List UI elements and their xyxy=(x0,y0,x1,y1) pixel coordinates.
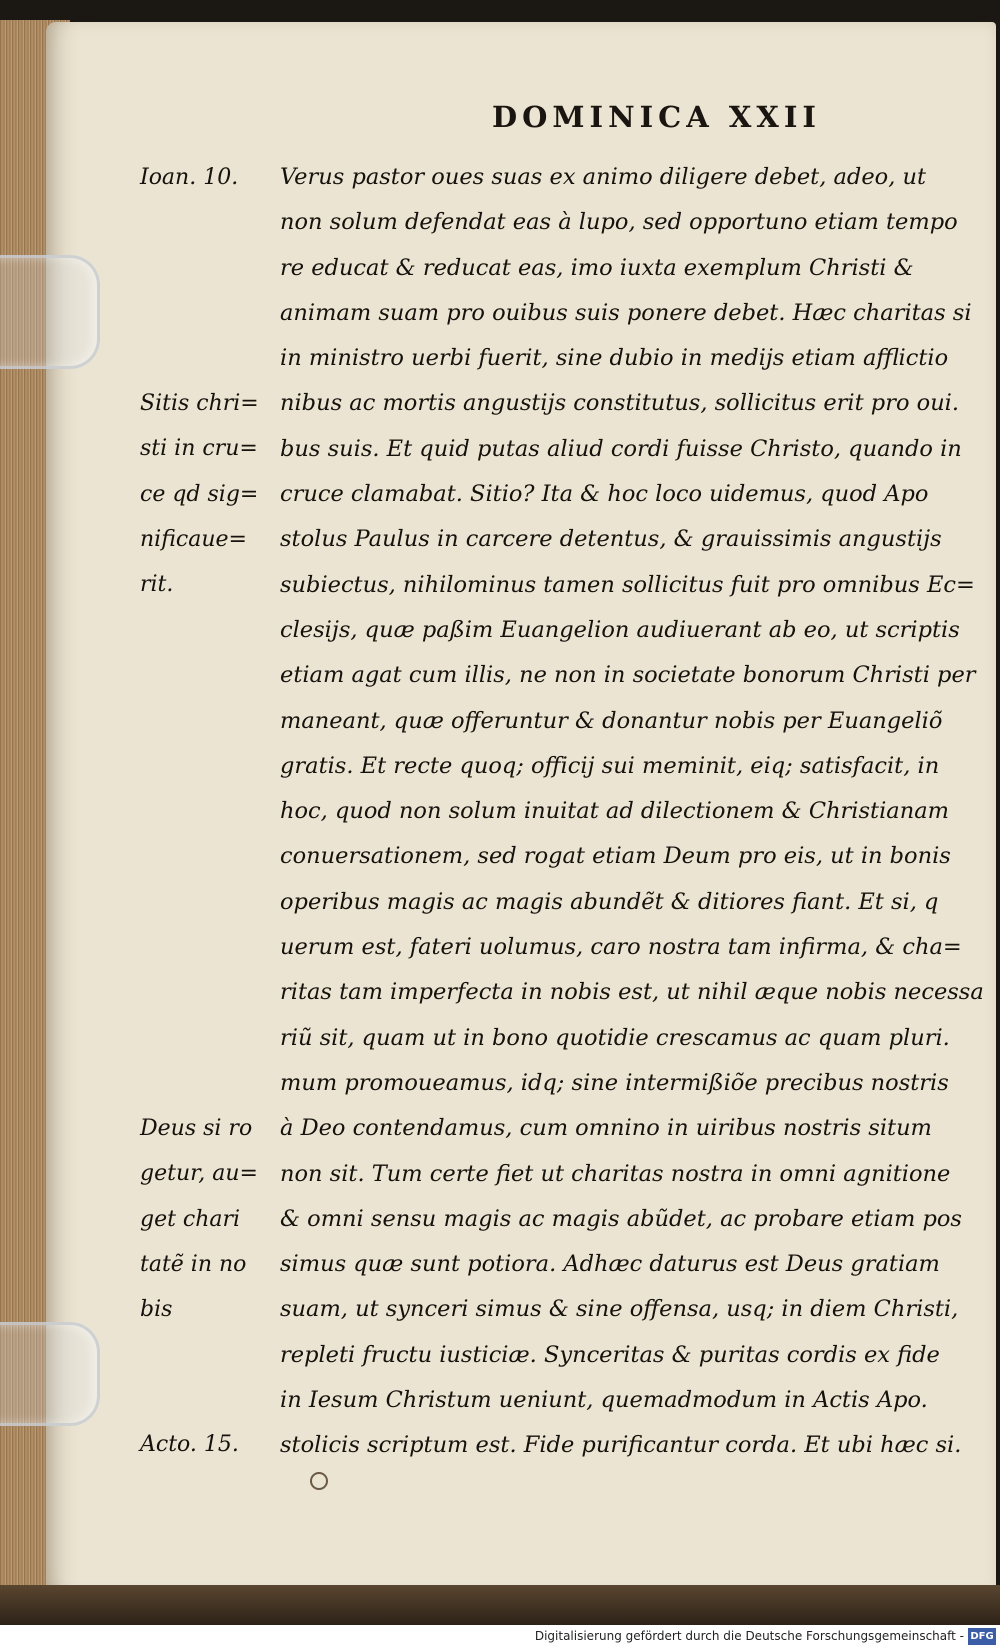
margin-note-line: getur, au= xyxy=(140,1161,258,1187)
text-line: mum promoueamus, idq; sine intermißiõe precibus nostris xyxy=(280,1069,949,1096)
margin-note-line: Ioan. 10. xyxy=(140,165,239,190)
text-line: etiam agat cum illis, ne non in societate bonorum Christi per xyxy=(280,662,976,689)
margin-note-acto xyxy=(140,1422,275,1467)
text-line: riũ sit, quam ut in bono quotidie crescamus ac quam pluri. xyxy=(280,1024,950,1051)
margin-note-line: get chari xyxy=(140,1206,241,1232)
text-line: stolus Paulus in carcere detentus, & grauissimis angustijs xyxy=(280,526,942,553)
text-line: subiectus, nihilominus tamen sollicitus fuit pro omnibus Ec= xyxy=(280,571,975,598)
text-line: re educat & reducat eas, imo iuxta exemplum Christi & xyxy=(280,254,914,281)
margin-note-line: ce qd sig= xyxy=(140,481,259,507)
margin-note-line: Sitis chri= xyxy=(140,391,259,416)
book-cover-edge xyxy=(0,1585,1000,1625)
text-line: cruce clamabat. Sitio? Ita & hoc loco uidemus, quod Apo xyxy=(280,481,929,508)
text-line: repleti fructu iusticiæ. Synceritas & puritas cordis ex fide xyxy=(280,1341,940,1368)
body-text xyxy=(280,155,985,1469)
margin-note-line: Acto. 15. xyxy=(140,1432,239,1457)
page-clip-top xyxy=(0,255,100,369)
text-line: non solum defendat eas à lupo, sed opportuno etiam tempo xyxy=(280,209,958,236)
margin-note-line: nificaue= xyxy=(140,526,247,552)
text-line: à Deo contendamus, cum omnino in uiribus nostris situm xyxy=(280,1115,932,1142)
text-line: hoc, quod non solum inuitat ad dilectionem & Christianam xyxy=(280,798,949,825)
margin-note-sitis xyxy=(140,381,275,607)
text-line: clesijs, quæ paßim Euangelion audiuerant ab eo, ut scriptis xyxy=(280,616,960,643)
margin-note-ioan xyxy=(140,155,275,200)
digitization-footer xyxy=(0,1625,1000,1650)
margin-note-line: sti in cru= xyxy=(140,436,258,462)
margin-note-line: tatẽ in no xyxy=(140,1251,247,1277)
page-running-title: DOMINICA XXII xyxy=(492,100,821,134)
text-line: uerum est, fateri uolumus, caro nostra tam infirma, & cha= xyxy=(280,934,962,961)
text-line: & omni sensu magis ac magis abũdet, ac probare etiam pos xyxy=(280,1205,962,1232)
text-line: ritas tam imperfecta in nobis est, ut nihil æque nobis necessa xyxy=(280,979,984,1006)
text-line: in ministro uerbi fuerit, sine dubio in medijs etiam afflictio xyxy=(280,345,949,372)
dfg-logo: DFG xyxy=(968,1628,996,1645)
text-line: stolicis scriptum est. Fide purificantur corda. Et ubi hæc si. xyxy=(280,1432,962,1459)
margin-note-deus xyxy=(140,1106,275,1332)
text-line: suam, ut synceri simus & sine offensa, usq; in diem Christi, xyxy=(280,1296,959,1323)
text-line: operibus magis ac magis abundẽt & ditiores fiant. Et si, q xyxy=(280,888,939,915)
text-line: gratis. Et recte quoq; officij sui meminit, eiq; satisfacit, in xyxy=(280,752,940,779)
text-line: non sit. Tum certe fiet ut charitas nostra in omni agnitione xyxy=(280,1160,951,1187)
text-line: nibus ac mortis angustijs constitutus, sollicitus erit pro oui. xyxy=(280,390,960,417)
paper-blemish xyxy=(310,1472,328,1490)
margin-note-line: rit. xyxy=(140,572,174,598)
text-line: Verus pastor oues suas ex animo diligere debet, adeo, ut xyxy=(280,164,927,190)
page-clip-bottom xyxy=(0,1322,100,1426)
digitization-credit: Digitalisierung gefördert durch die Deutsche Forschungsgemeinschaft - xyxy=(534,1629,964,1643)
text-line: bus suis. Et quid putas aliud cordi fuisse Christo, quando in xyxy=(280,435,962,462)
bleed-through-ink xyxy=(150,265,250,375)
text-line: in Iesum Christum ueniunt, quemadmodum in Actis Apo. xyxy=(280,1387,928,1414)
text-line: conuersationem, sed rogat etiam Deum pro eis, ut in bonis xyxy=(280,843,951,870)
margin-note-line: Deus si ro xyxy=(140,1116,253,1141)
text-line: animam suam pro ouibus suis ponere debet. Hæc charitas si xyxy=(280,299,972,326)
text-line: maneant, quæ offeruntur & donantur nobis per Euangeliõ xyxy=(280,707,943,734)
margin-note-line: bis xyxy=(140,1297,173,1323)
text-line: simus quæ sunt potiora. Adhæc daturus est Deus gratiam xyxy=(280,1251,940,1278)
